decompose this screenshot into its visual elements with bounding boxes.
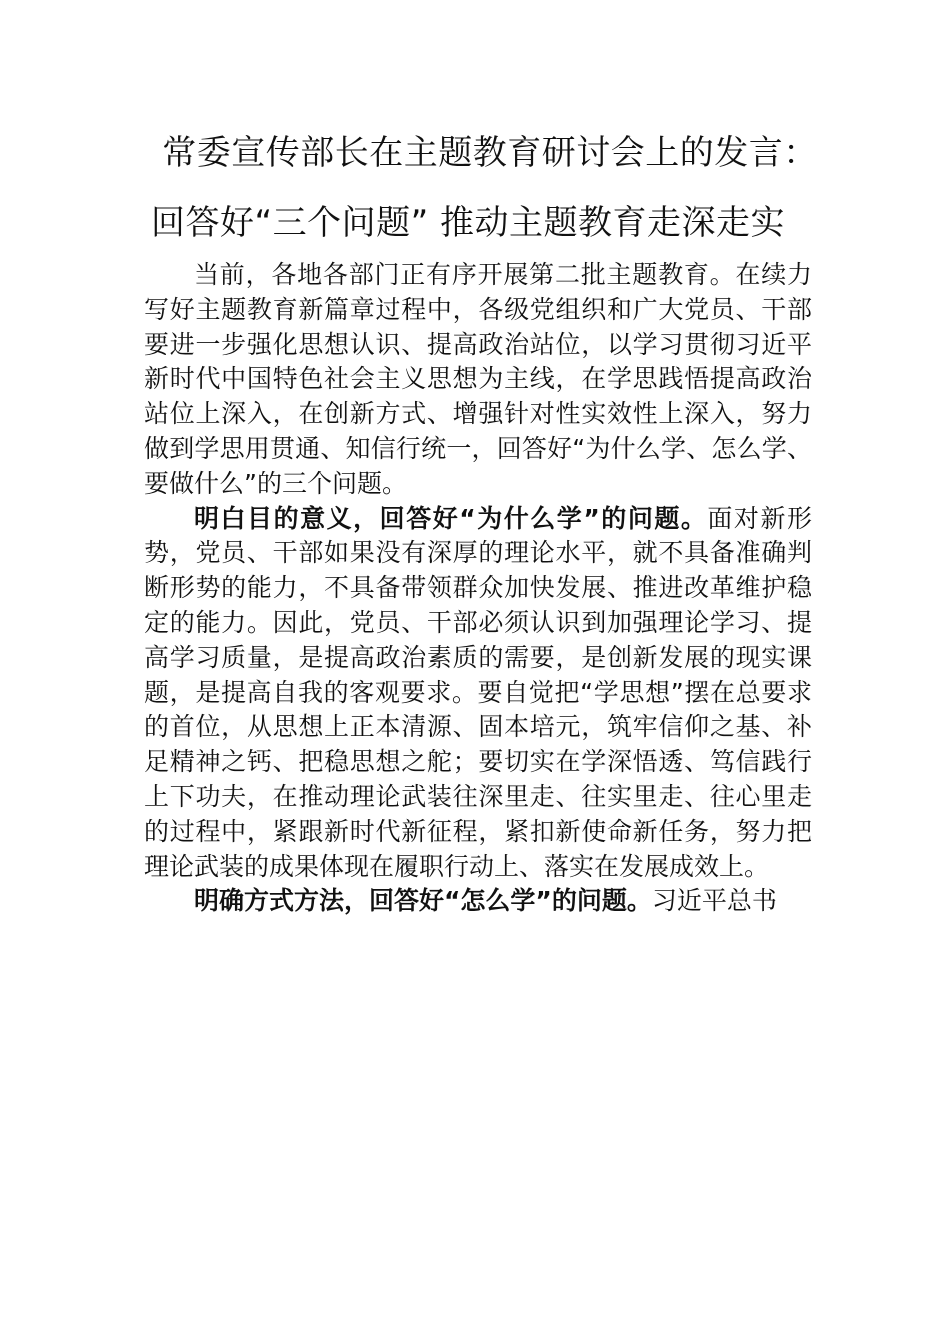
paragraph-why-learn [144,502,812,885]
paragraph-text: 习近平总书 [651,886,777,916]
paragraph-lead: 明白目的意义，回答好“为什么学”的问题。 [194,503,708,533]
paragraph-how-learn [144,884,812,919]
document-title-line2: 回答好“三个问题” 推动主题教育走深走实 [150,203,786,243]
document-title-line1: 常委宣传部长在主题教育研讨会上的发言： [162,133,818,173]
document-body [144,258,812,919]
paragraph-text: 面对新形势，党员、干部如果没有深厚的理论水平，就不具备准确判断形势的能力，不具备带领群众加快发展、推进改革维护稳定的能力。因此，党员、干部必须认识到加强理论学习、提高学习质量，是提高政治素质的需要，是创新发展的现实课题，是提高自我的客观要求。要自觉把“学思想”摆在总要求的首位，从思想上正本清源、固本培元，筑牢信仰之基、补足精神之钙、把稳思想之舵；要切实在学深悟透、笃信践行上下功夫，在推动理论武装往深里走、往实里走、往心里走的过程中，紧跟新时代新征程，紧扣新使命新任务，努力把理论武装的成果体现在履职行动上、落实在发展成效上。 [144,503,812,881]
paragraph-lead: 明确方式方法，回答好“怎么学”的问题。 [194,886,652,916]
paragraph-intro [144,258,812,502]
paragraph-text: 当前，各地各部门正有序开展第二批主题教育。在续力写好主题教育新篇章过程中，各级党组织和广大党员、干部要进一步强化思想认识、提高政治站位，以学习贯彻习近平新时代中国特色社会主义思想为主线，在学思践悟提高政治站位上深入，在创新方式、增强针对性实效性上深入，努力做到学思用贯通、知信行统一，回答好“为什么学、怎么学、要做什么”的三个问题。 [144,260,812,498]
